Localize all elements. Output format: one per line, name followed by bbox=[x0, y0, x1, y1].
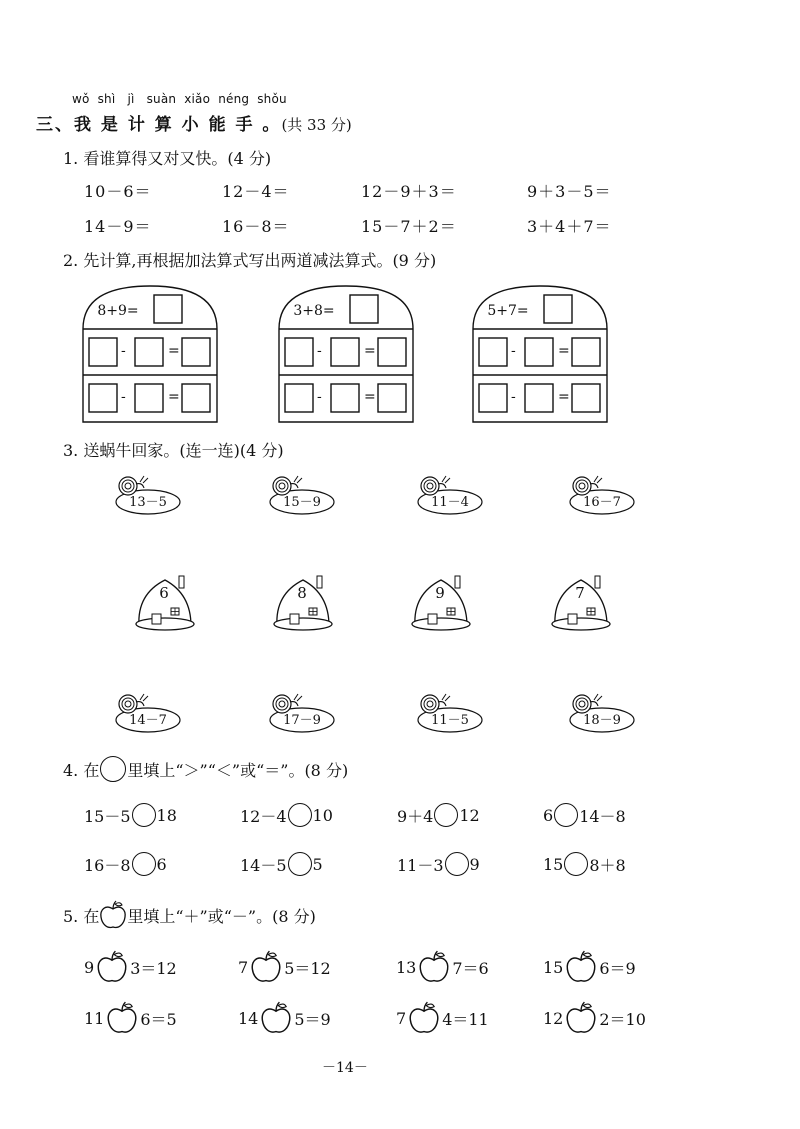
q4-title-pre: 4. 在 bbox=[63, 760, 100, 780]
apple-left: 14 bbox=[238, 1008, 259, 1028]
apple-right: 5＝12 bbox=[284, 958, 331, 978]
pinyin-1: wǒ bbox=[72, 92, 90, 106]
compare-circle[interactable] bbox=[554, 803, 578, 827]
section-points: (共 33 分) bbox=[281, 116, 352, 134]
pinyin-4: suàn bbox=[146, 92, 177, 106]
snail-top-4 bbox=[560, 474, 640, 518]
compare-circle[interactable] bbox=[445, 852, 469, 876]
snail-expression: 18－9 bbox=[583, 713, 621, 728]
snail-expression: 13－5 bbox=[129, 495, 167, 510]
q1-expr: 12－4＝ bbox=[222, 182, 290, 201]
compare-item bbox=[543, 852, 626, 876]
apple-icon[interactable] bbox=[106, 1001, 138, 1035]
snail-expression: 11－5 bbox=[431, 713, 469, 728]
hut-3 bbox=[411, 574, 475, 632]
compare-item bbox=[240, 852, 323, 876]
circle-icon bbox=[100, 756, 126, 782]
compare-item bbox=[84, 803, 177, 827]
snail-expression: 14－7 bbox=[129, 713, 167, 728]
apple-item bbox=[84, 1001, 177, 1035]
snail-expression: 16－7 bbox=[583, 495, 621, 510]
snail-bottom-2 bbox=[260, 692, 340, 736]
hut-number: 9 bbox=[435, 584, 445, 602]
compare-left: 11－3 bbox=[397, 855, 444, 875]
q5-title-pre: 5. 在 bbox=[63, 906, 100, 926]
apple-right: 4＝11 bbox=[442, 1009, 489, 1029]
minus-sign: - bbox=[317, 343, 322, 359]
apple-item bbox=[238, 950, 331, 984]
q1-expr: 10－6＝ bbox=[84, 182, 152, 201]
compare-circle[interactable] bbox=[132, 852, 156, 876]
compare-left: 6 bbox=[543, 805, 554, 825]
compare-circle[interactable] bbox=[288, 852, 312, 876]
pinyin-2: shì bbox=[97, 92, 116, 106]
apple-right: 3＝12 bbox=[130, 958, 177, 978]
equals-sign: = bbox=[558, 389, 570, 405]
compare-right: 9 bbox=[469, 854, 480, 874]
house-addition: 5+7= bbox=[487, 303, 529, 319]
apple-item bbox=[543, 1001, 646, 1035]
snail-expression: 11－4 bbox=[431, 495, 469, 510]
q1-title: 1. 看谁算得又对又快。(4 分) bbox=[63, 149, 272, 168]
compare-item bbox=[543, 803, 626, 827]
compare-left: 15 bbox=[543, 854, 564, 874]
section-title: 我 是 计 算 小 能 手 。 bbox=[74, 115, 282, 135]
section-heading bbox=[36, 110, 352, 135]
apple-left: 7 bbox=[238, 957, 249, 977]
compare-left: 14－5 bbox=[240, 855, 287, 875]
compare-right: 14－8 bbox=[579, 806, 626, 826]
compare-left: 9＋4 bbox=[397, 806, 434, 826]
compare-circle[interactable] bbox=[564, 852, 588, 876]
apple-right: 5＝9 bbox=[294, 1009, 331, 1029]
minus-sign: - bbox=[511, 389, 516, 405]
apple-item bbox=[84, 950, 177, 984]
snail-top-3 bbox=[408, 474, 488, 518]
apple-left: 13 bbox=[396, 957, 417, 977]
apple-icon[interactable] bbox=[565, 950, 597, 984]
q5-title-post: 里填上“＋”或“－”。(8 分) bbox=[127, 906, 316, 926]
compare-right: 10 bbox=[312, 805, 333, 825]
minus-sign: - bbox=[121, 389, 126, 405]
hut-4 bbox=[551, 574, 615, 632]
house-addition: 8+9= bbox=[97, 303, 139, 319]
compare-item bbox=[240, 803, 333, 827]
pinyin-5: xiǎo bbox=[184, 92, 211, 106]
equals-sign: = bbox=[168, 343, 180, 359]
compare-item bbox=[397, 852, 480, 876]
apple-left: 9 bbox=[84, 957, 95, 977]
compare-item bbox=[84, 852, 167, 876]
apple-icon[interactable] bbox=[408, 1001, 440, 1035]
q1-expr: 12－9＋3＝ bbox=[361, 182, 457, 201]
hut-1 bbox=[135, 574, 199, 632]
apple-item bbox=[238, 1001, 331, 1035]
q1-expr: 9＋3－5＝ bbox=[527, 182, 612, 201]
compare-circle[interactable] bbox=[434, 803, 458, 827]
equals-sign: = bbox=[364, 389, 376, 405]
q3-title: 3. 送蜗牛回家。(连一连)(4 分) bbox=[63, 441, 284, 460]
compare-circle[interactable] bbox=[288, 803, 312, 827]
snail-bottom-1 bbox=[106, 692, 186, 736]
minus-sign: - bbox=[121, 343, 126, 359]
q1-expr: 14－9＝ bbox=[84, 217, 152, 236]
apple-right: 7＝6 bbox=[452, 958, 489, 978]
q1-expr: 16－8＝ bbox=[222, 217, 290, 236]
hut-2 bbox=[273, 574, 337, 632]
apple-right: 6＝5 bbox=[140, 1009, 177, 1029]
equals-sign: = bbox=[364, 343, 376, 359]
snail-expression: 15－9 bbox=[283, 495, 321, 510]
compare-left: 12－4 bbox=[240, 806, 287, 826]
apple-icon[interactable] bbox=[418, 950, 450, 984]
apple-left: 15 bbox=[543, 957, 564, 977]
pinyin-6: néng bbox=[218, 92, 250, 106]
compare-circle[interactable] bbox=[132, 803, 156, 827]
snail-expression: 17－9 bbox=[283, 713, 321, 728]
apple-right: 6＝9 bbox=[599, 958, 636, 978]
compare-right: 5 bbox=[312, 854, 323, 874]
q1-expr: 3＋4＋7＝ bbox=[527, 217, 612, 236]
compare-right: 12 bbox=[459, 805, 480, 825]
snail-top-1 bbox=[106, 474, 186, 518]
hut-number: 8 bbox=[297, 584, 307, 602]
compare-item bbox=[397, 803, 480, 827]
pinyin-3: jì bbox=[127, 92, 135, 106]
number-house-1 bbox=[82, 285, 218, 421]
snail-bottom-4 bbox=[560, 692, 640, 736]
snail-top-2 bbox=[260, 474, 340, 518]
minus-sign: - bbox=[511, 343, 516, 359]
compare-right: 6 bbox=[156, 854, 167, 874]
apple-item bbox=[396, 1001, 489, 1035]
q5-title bbox=[63, 900, 316, 930]
q1-expr: 15－7＋2＝ bbox=[361, 217, 457, 236]
apple-right: 2＝10 bbox=[599, 1009, 646, 1029]
hut-number: 7 bbox=[575, 584, 585, 602]
apple-left: 11 bbox=[84, 1008, 105, 1028]
apple-icon[interactable] bbox=[96, 950, 128, 984]
hut-number: 6 bbox=[159, 584, 169, 602]
apple-left: 7 bbox=[396, 1008, 407, 1028]
pinyin-line bbox=[72, 92, 287, 106]
minus-sign: - bbox=[317, 389, 322, 405]
section-number: 三、 bbox=[36, 115, 74, 135]
q2-title: 2. 先计算,再根据加法算式写出两道减法算式。(9 分) bbox=[63, 251, 437, 270]
apple-icon[interactable] bbox=[565, 1001, 597, 1035]
q4-title-post: 里填上“＞”“＜”或“＝”。(8 分) bbox=[127, 760, 349, 780]
equals-sign: = bbox=[558, 343, 570, 359]
compare-left: 16－8 bbox=[84, 855, 131, 875]
number-house-3 bbox=[472, 285, 608, 421]
page-number: －14－ bbox=[322, 1060, 368, 1076]
apple-icon bbox=[99, 900, 127, 930]
pinyin-7: shǒu bbox=[257, 92, 287, 106]
number-house-2 bbox=[278, 285, 414, 421]
compare-right: 18 bbox=[156, 805, 177, 825]
apple-item bbox=[396, 950, 489, 984]
snail-bottom-3 bbox=[408, 692, 488, 736]
equals-sign: = bbox=[168, 389, 180, 405]
compare-left: 15－5 bbox=[84, 806, 131, 826]
q4-title bbox=[63, 756, 348, 782]
apple-icon[interactable] bbox=[260, 1001, 292, 1035]
apple-left: 12 bbox=[543, 1008, 564, 1028]
compare-right: 8＋8 bbox=[589, 855, 626, 875]
apple-item bbox=[543, 950, 636, 984]
apple-icon[interactable] bbox=[250, 950, 282, 984]
house-addition: 3+8= bbox=[293, 303, 335, 319]
